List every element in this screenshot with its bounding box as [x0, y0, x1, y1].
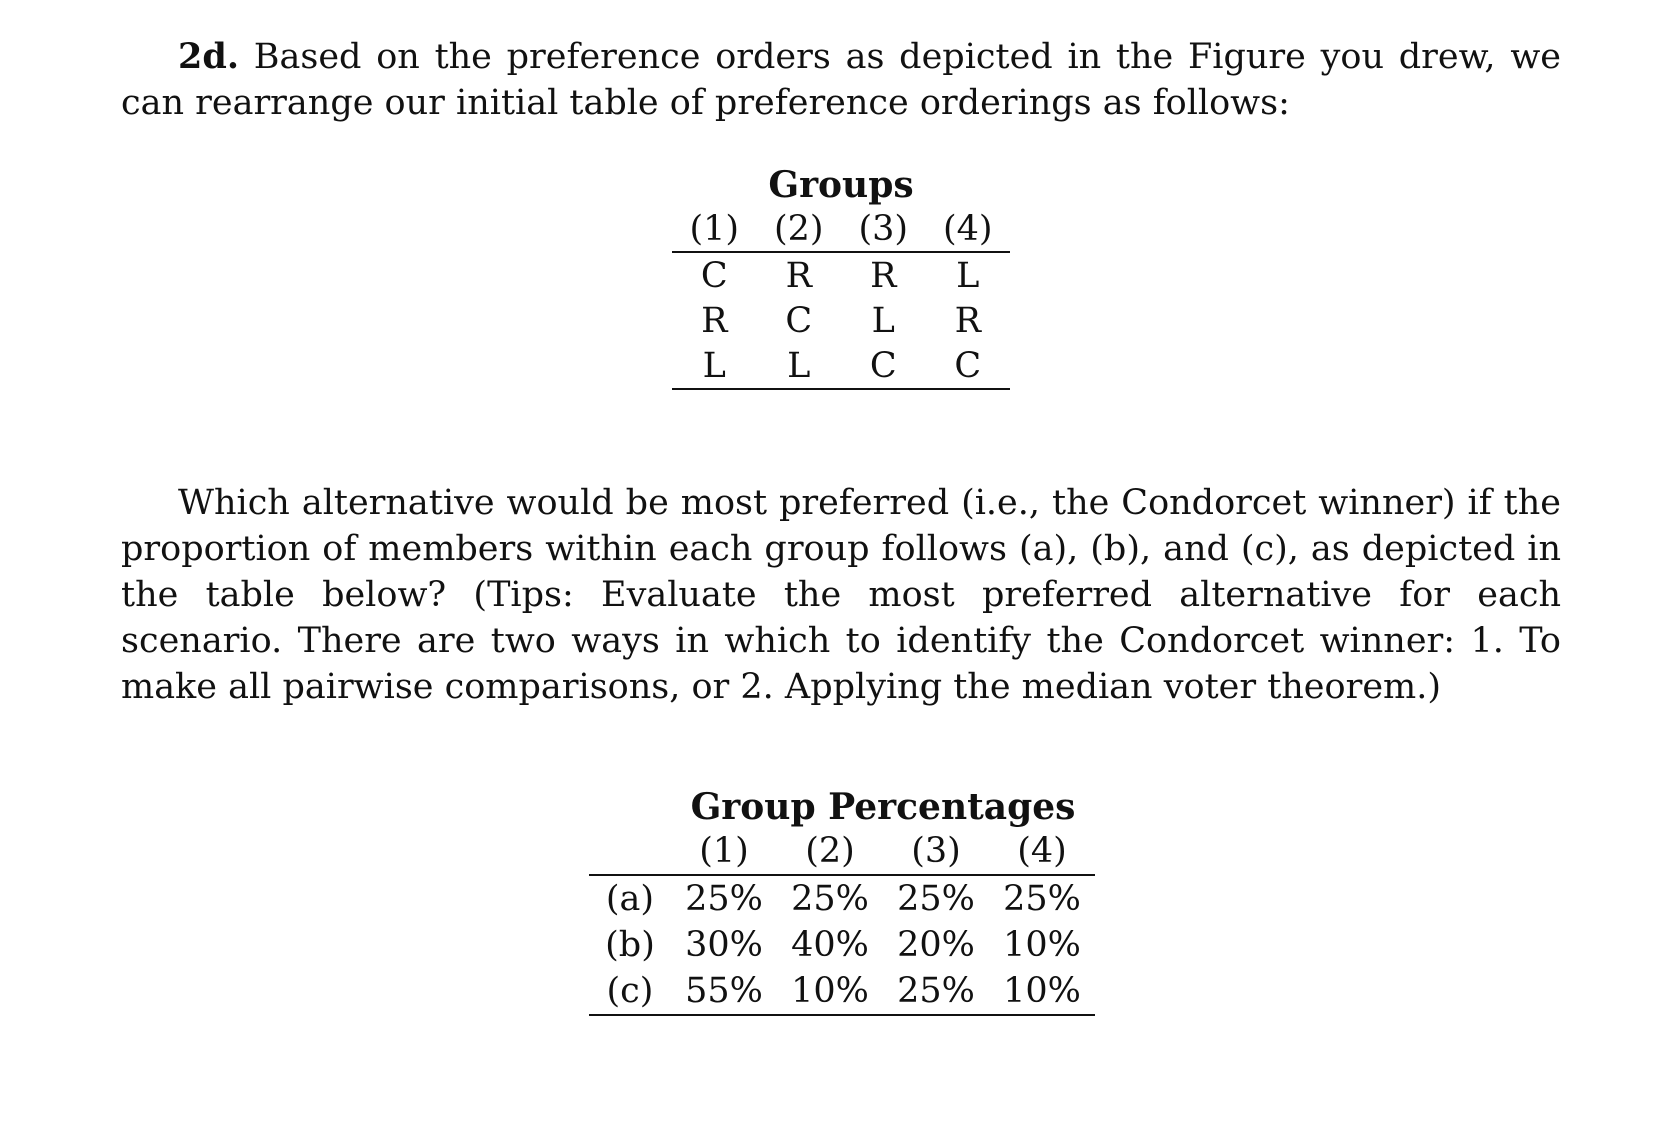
- question-intro-text: Based on the preference orders as depicted in the Figure you drew, we can rearrange our initial table of preference orderings as follows:: [121, 37, 1561, 123]
- question-prompt-paragraph: Which alternative would be most preferred (i.e., the Condorcet winner) if the proportion of members within each group follows (a), (b), and (c), as depicted in the table below? (Tips: Evaluate the most preferred alternative for each scenario. There are two ways in which to identify the Condorcet winner: 1. To make all pairwise comparisons, or 2. Applying the median voter theorem.): [121, 483, 1561, 707]
- question-number: 2d.: [178, 36, 240, 77]
- column-header: (4): [989, 828, 1095, 875]
- table-cell: 25%: [883, 968, 989, 1015]
- column-header: (4): [926, 206, 1011, 252]
- column-header: (2): [757, 206, 842, 252]
- column-header: (1): [672, 206, 757, 252]
- group-percentages-table: [589, 780, 1095, 1016]
- table-cell: C: [785, 300, 813, 341]
- table-row: [672, 343, 1010, 389]
- table-cell: 25%: [897, 879, 975, 919]
- percentage-table-header: [589, 828, 1095, 875]
- table-cell: R: [954, 300, 981, 341]
- table-cell: 10%: [777, 968, 883, 1015]
- preference-table-title: Groups: [768, 164, 914, 206]
- row-label: (b): [605, 925, 655, 965]
- table-row: [589, 922, 1095, 968]
- row-label: (c): [589, 968, 671, 1015]
- table-cell: 30%: [685, 925, 763, 965]
- question-intro-paragraph: [121, 34, 1561, 126]
- column-header: (3): [841, 206, 926, 252]
- table-cell: C: [700, 255, 728, 296]
- row-label: (a): [605, 879, 655, 919]
- table-cell: 10%: [989, 968, 1095, 1015]
- table-cell: R: [701, 300, 728, 341]
- table-cell: C: [926, 343, 1011, 389]
- preference-orderings-table: [672, 158, 1010, 390]
- table-cell: 25%: [685, 879, 763, 919]
- table-cell: R: [785, 255, 812, 296]
- table-cell: L: [672, 343, 757, 389]
- column-header: (3): [883, 828, 989, 875]
- table-cell: 10%: [1003, 925, 1081, 965]
- preference-table-header: [672, 206, 1010, 252]
- table-cell: 25%: [1003, 879, 1081, 919]
- column-header: (1): [671, 828, 777, 875]
- table-row: [589, 875, 1095, 922]
- table-cell: C: [841, 343, 926, 389]
- table-cell: R: [870, 255, 897, 296]
- percentage-table-title: Group Percentages: [690, 786, 1076, 828]
- table-row: [672, 252, 1010, 298]
- table-cell: L: [871, 300, 895, 341]
- table-cell: L: [757, 343, 842, 389]
- table-cell: 20%: [897, 925, 975, 965]
- table-cell: 25%: [791, 879, 869, 919]
- table-row: [589, 968, 1095, 1015]
- column-header: (2): [777, 828, 883, 875]
- table-cell: L: [956, 255, 980, 296]
- table-row: [672, 298, 1010, 343]
- table-cell: 55%: [671, 968, 777, 1015]
- table-cell: 40%: [791, 925, 869, 965]
